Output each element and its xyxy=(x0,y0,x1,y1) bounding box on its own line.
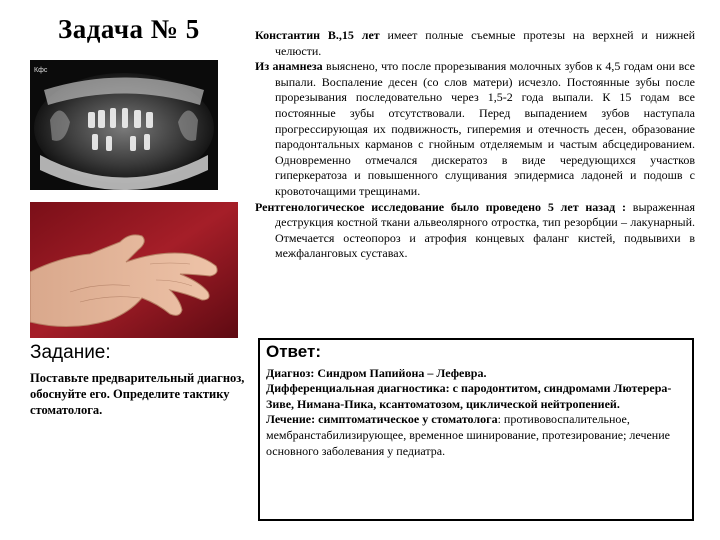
hand-photo xyxy=(30,202,238,338)
answer-treatment-lead: Лечение: симптоматическое у стоматолога xyxy=(266,412,498,427)
task-title: Задача № 5 xyxy=(58,14,200,44)
answer-treatment-text: : противовоспалительное, мембранстабилизирующее, временное шинирование, протезирование; лечение основного заболевания у педиатра. xyxy=(266,412,670,458)
xray-lead: Рентгенологическое исследование было проведено 5 лет назад : xyxy=(255,199,626,214)
case-paragraph-xray xyxy=(255,200,695,262)
answer-heading: Ответ: xyxy=(266,342,321,361)
task-heading: Задание: xyxy=(30,342,111,363)
answer-differential: Дифференциальная диагностика: с пародонтитом, синдромами Лютерера-Зиве, Нимана-Пика, ксантоматозом, циклической нейтропенией. xyxy=(266,381,672,411)
xray-label: Кфс xyxy=(34,67,48,74)
patient-name: Константин В.,15 лет xyxy=(255,28,380,42)
case-paragraph-anamnesis xyxy=(255,59,695,199)
panoramic-xray-image xyxy=(30,60,218,190)
answer-box xyxy=(258,338,694,521)
answer-diagnosis: Диагноз: Синдром Папийона – Лефевра. xyxy=(266,365,487,380)
anamnesis-lead: Из анамнеза xyxy=(255,59,323,74)
case-paragraph-patient xyxy=(255,28,695,59)
xray-text: выраженная деструкция костной ткани альвеолярного отростка, тип резорбции – лакунарный. Отмечается остеопороз и атрофия концевых фаланг кистей, подвывихи в межфаланговых суставах. xyxy=(275,199,696,261)
case-description xyxy=(255,28,695,262)
task-body: Поставьте предварительный диагноз, обоснуйте его. Определите тактику стоматолога. xyxy=(30,371,245,417)
patient-text: имеет полные съемные протезы на верхней и нижней челюсти. xyxy=(275,28,695,58)
anamnesis-text: выяснено, что после прорезывания молочных зубов к 4,5 годам они все выпали. Воспаление десен (со слов матери) исчезло. Постоянные зубы после прорезывания последовательно через 1,5-2 года выпали. К 15 годам все постоянные зубы отсутствовали. Перед выпадением зубов наступала прогрессирующая их подвижность, гиперемия и отечность десен, образование пародонтальных карманов с гнойным отделяемым и частым абсцедированием. Одновременно отмечался дискератоз в виде чередующихся участков гиперкератоза и повышенного слущивания эпидермиса ладоней и подошв с кровоточащими трещинами. xyxy=(275,59,695,198)
